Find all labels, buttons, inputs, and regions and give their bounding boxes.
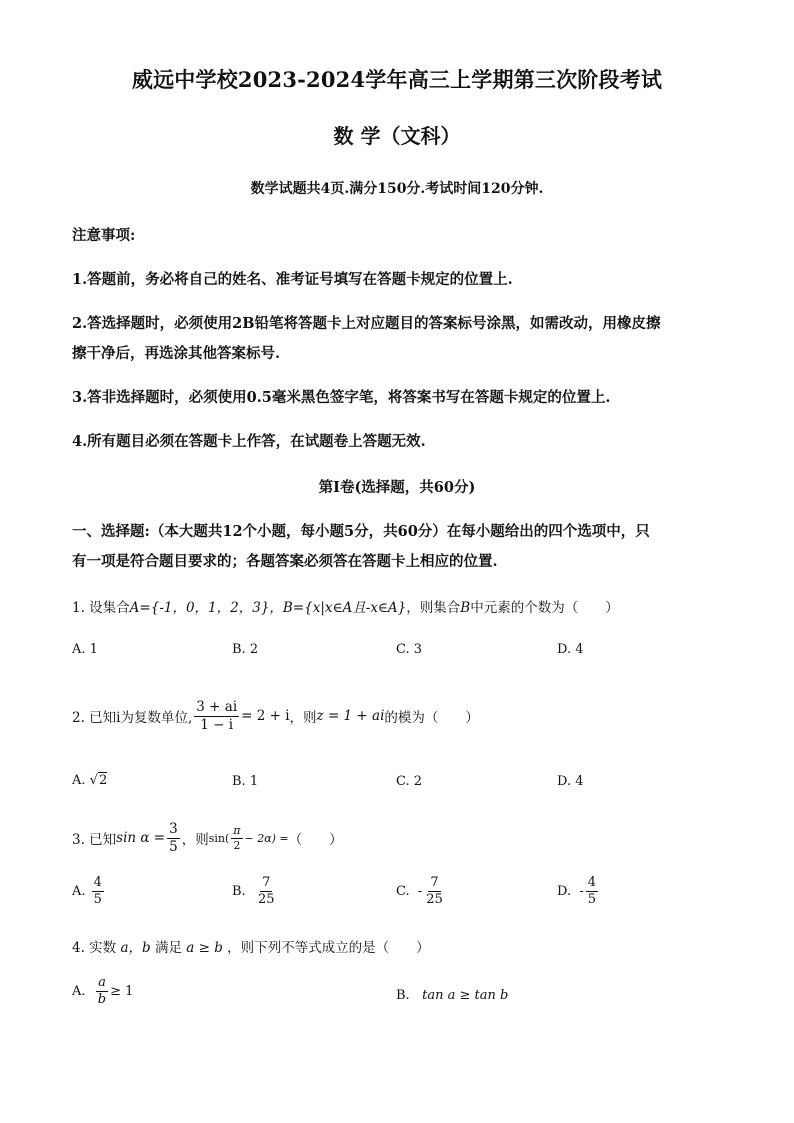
q3-expression: [209, 825, 289, 852]
q3-expr-post: − 2α) =: [244, 831, 289, 845]
q2-z: z = 1 + ai: [316, 708, 385, 725]
q3-option-a-fraction: [92, 876, 104, 908]
q3-expr-pre: sin(: [208, 831, 230, 845]
q2-option-b: B. 1: [232, 774, 259, 789]
q2-option-a: [72, 772, 107, 788]
q3-expr-fraction: [231, 825, 242, 852]
question-3: [72, 822, 343, 855]
q4-tail: ，则下列不等式成立的是（ ）: [227, 940, 430, 956]
q4-option-a-den: b: [97, 992, 107, 1008]
q3-option-a-den: 5: [93, 892, 102, 908]
q3-option-d-num: 4: [586, 876, 598, 892]
q2-option-a-label: A.: [72, 773, 86, 788]
q3-numerator: 3: [169, 821, 178, 837]
q4-option-b: [396, 988, 508, 1003]
q4-option-b-text: tan a ≥ tan b: [422, 988, 509, 1003]
q3-option-b-num: 7: [260, 876, 272, 892]
q1-set-a: A={-1，0，1，2，3}，: [129, 600, 283, 616]
q3-option-c: [396, 876, 447, 908]
section-intro-2: 有一项是符合题目要求的；各题答案必须答在答题卡上相应的位置.: [72, 553, 498, 570]
exam-info: 数学试题共4页.满分150分.考试时间120分钟.: [250, 181, 544, 197]
q3-mid: ，则: [181, 832, 209, 849]
q2-denominator: 1 − i: [200, 716, 234, 733]
q3-denominator: 5: [169, 838, 178, 855]
q3-option-a: [72, 876, 106, 908]
q4-option-a-label: A.: [72, 984, 86, 1000]
q3-tail: （ ）: [288, 832, 343, 849]
q1-prefix: 1. 设集合: [72, 600, 130, 616]
q2-option-d: D. 4: [557, 774, 584, 789]
note-2-cont: 擦干净后，再选涂其他答案标号.: [72, 345, 281, 362]
q4-prefix: 4. 实数: [72, 940, 117, 956]
q1-suffix: ，则集合: [406, 600, 461, 616]
q1-b: B: [460, 600, 471, 616]
q3-option-d-fraction: [586, 876, 598, 908]
q3-prefix: 3. 已知: [72, 832, 117, 849]
q2-option-c: C. 2: [396, 774, 423, 789]
q4-option-a: [72, 976, 133, 1008]
note-3: 3.答非选择题时，必须使用0.5毫米黑色签字笔，将答案书写在答题卡规定的位置上.: [72, 389, 611, 406]
q1-tail: 中元素的个数为（ ）: [470, 600, 619, 616]
question-1: [72, 596, 619, 616]
q3-expr-denominator: 2: [233, 838, 241, 852]
section-intro-1: 一、选择题:（本大题共12个小题，每小题5分，共60分）在每小题给出的四个选项中，只: [72, 523, 650, 540]
q3-option-b-den: 25: [257, 892, 275, 908]
q3-option-a-label: A.: [72, 884, 86, 900]
q2-option-a-radicand: 2: [98, 773, 108, 788]
q3-option-d-sign: -: [579, 884, 584, 900]
q3-option-b-label: B.: [232, 884, 246, 900]
q3-option-a-num: 4: [92, 876, 104, 892]
q2-tail: 的模为（ ）: [384, 710, 479, 727]
question-2: [72, 700, 479, 733]
q3-sin: sin α =: [116, 830, 166, 847]
sqrt-icon: √: [89, 773, 98, 788]
note-1: 1.答题前，务必将自己的姓名、准考证号填写在答题卡规定的位置上.: [72, 271, 513, 288]
q4-option-a-fraction: [96, 976, 108, 1008]
q2-mid: ，则: [289, 710, 317, 727]
question-4: [72, 936, 430, 956]
q3-option-d: [557, 876, 600, 908]
q2-fraction: [194, 700, 239, 733]
q3-option-d-den: 5: [587, 892, 597, 908]
q4-cond: a ≥ b: [186, 940, 223, 956]
q3-option-c-fraction: [424, 876, 445, 908]
q2-eq: = 2 + i: [241, 708, 290, 725]
notes-heading: 注意事项:: [72, 227, 136, 244]
q1-option-c: C. 3: [396, 642, 423, 657]
q3-expr-numerator: π: [231, 825, 242, 839]
q1-option-b: B. 2: [232, 642, 259, 657]
q4-mid: 满足: [154, 940, 182, 956]
note-4: 4.所有题目必须在答题卡上作答，在试题卷上答题无效.: [72, 433, 426, 450]
note-2: 2.答选择题时，必须使用2B铅笔将答题卡上对应题目的答案标号涂黑，如需改动，用橡皮擦: [72, 315, 661, 332]
q3-option-c-den: 25: [426, 892, 443, 908]
subject-title: 数 学（文科）: [333, 124, 461, 148]
q3-option-b: [232, 876, 279, 908]
q2-numerator: 3 + ai: [196, 699, 238, 715]
q3-option-c-label: C.: [396, 884, 410, 900]
q3-fraction: [167, 822, 180, 855]
q4-option-a-num: a: [96, 976, 108, 992]
q4-option-a-rest: ≥ 1: [110, 984, 134, 1000]
q4-option-b-label: B.: [396, 988, 410, 1003]
q3-option-d-label: D.: [557, 884, 572, 900]
exam-title: 威远中学校2023-2024学年高三上学期第三次阶段考试: [131, 67, 663, 92]
q2-prefix: 2. 已知i为复数单位,: [72, 710, 193, 727]
q1-option-a: A. 1: [72, 642, 98, 657]
q3-option-c-sign: -: [417, 884, 423, 900]
q1-set-b: B={x|x∈A且-x∈A}: [282, 600, 407, 616]
q3-option-b-fraction: [256, 876, 277, 908]
section-title: 第Ⅰ卷(选择题，共60分): [318, 479, 476, 496]
q4-vars: a，b: [120, 940, 151, 956]
q3-option-c-num: 7: [428, 876, 440, 892]
q1-option-d: D. 4: [557, 642, 584, 657]
